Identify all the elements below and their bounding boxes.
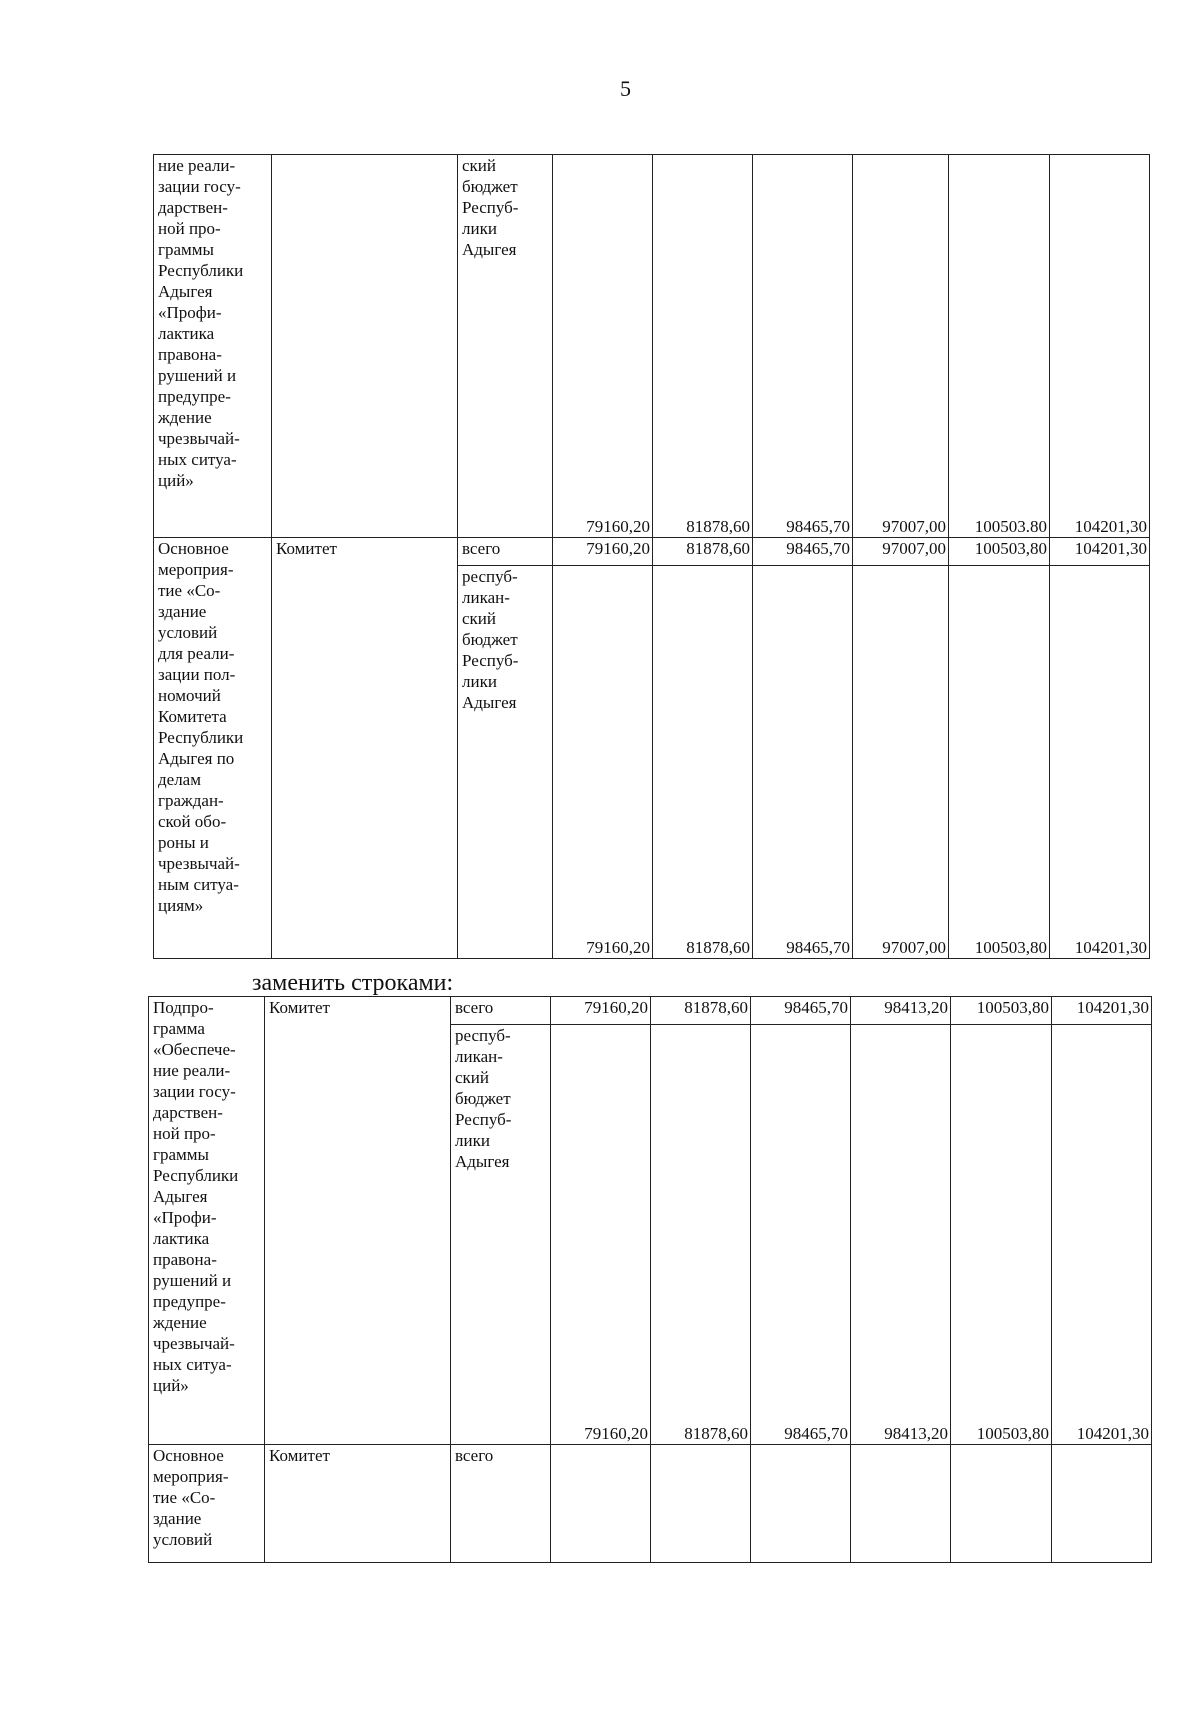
- value-cell: 79160,20: [553, 155, 653, 538]
- empty-cell: [751, 1445, 851, 1563]
- program-name-cell: ние реали- зации госу- дарствен- ной про- граммы Республики Адыгея «Профи- лактика правона- рушений и предупре- ждение чрезвычай- ных ситуа- ций»: [154, 155, 272, 538]
- table-row: [154, 155, 1150, 538]
- value-cell: 81878,60: [653, 155, 753, 538]
- total-value-cell: 104201,30: [1052, 997, 1152, 1025]
- total-value-cell: 98413,20: [851, 997, 951, 1025]
- empty-cell: [1052, 1445, 1152, 1563]
- value-cell: 97007,00: [853, 566, 949, 959]
- total-value-cell: 79160,20: [553, 538, 653, 566]
- total-label-cell: всего: [451, 1445, 551, 1563]
- value-cell: 104201,30: [1050, 566, 1150, 959]
- value-cell: 98413,20: [851, 1025, 951, 1445]
- executor-cell: [272, 155, 458, 538]
- total-value-cell: 104201,30: [1050, 538, 1150, 566]
- program-name-cell: Основное мероприя- тие «Со- здание условий: [149, 1445, 265, 1563]
- value-cell: 98465,70: [753, 566, 853, 959]
- table-row: [149, 997, 1152, 1025]
- program-name-cell: Основное мероприя- тие «Со- здание условий для реали- зации пол- номочий Комитета Республики Адыгея по делам граждан- ской обо- роны и чрезвычай- ным ситуа- циям»: [154, 538, 272, 959]
- table-row: [149, 1445, 1152, 1563]
- total-value-cell: 98465,70: [751, 997, 851, 1025]
- value-cell: 81878,60: [653, 566, 753, 959]
- program-name-cell: Подпро- грамма «Обеспече- ние реали- зации госу- дарствен- ной про- граммы Республики Адыгея «Профи- лактика правона- рушений и предупре- ждение чрезвычай- ных ситуа- ций»: [149, 997, 265, 1445]
- value-cell: 79160,20: [551, 1025, 651, 1445]
- funding-source-cell: респуб- ликан- ский бюджет Респуб- лики Адыгея: [451, 1025, 551, 1445]
- total-label-cell: всего: [451, 997, 551, 1025]
- value-cell: 100503,80: [949, 566, 1050, 959]
- executor-cell: Комитет: [272, 538, 458, 959]
- value-cell: 79160,20: [553, 566, 653, 959]
- empty-cell: [951, 1445, 1052, 1563]
- value-cell: 100503.80: [949, 155, 1050, 538]
- budget-table-old: [153, 154, 1150, 959]
- total-value-cell: 81878,60: [651, 997, 751, 1025]
- replace-with-rows-label: заменить строками:: [252, 970, 454, 996]
- budget-table-new: [148, 996, 1152, 1563]
- empty-cell: [851, 1445, 951, 1563]
- total-label-cell: всего: [458, 538, 553, 566]
- value-cell: 81878,60: [651, 1025, 751, 1445]
- total-value-cell: 100503,80: [951, 997, 1052, 1025]
- value-cell: 100503,80: [951, 1025, 1052, 1445]
- value-cell: 98465,70: [751, 1025, 851, 1445]
- total-value-cell: 79160,20: [551, 997, 651, 1025]
- funding-source-cell: респуб- ликан- ский бюджет Респуб- лики Адыгея: [458, 566, 553, 959]
- executor-cell: Комитет: [265, 997, 451, 1445]
- page-number: 5: [620, 76, 631, 101]
- funding-source-cell: ский бюджет Респуб- лики Адыгея: [458, 155, 553, 538]
- value-cell: 97007,00: [853, 155, 949, 538]
- total-value-cell: 81878,60: [653, 538, 753, 566]
- total-value-cell: 98465,70: [753, 538, 853, 566]
- empty-cell: [551, 1445, 651, 1563]
- value-cell: 98465,70: [753, 155, 853, 538]
- executor-cell: Комитет: [265, 1445, 451, 1563]
- value-cell: 104201,30: [1052, 1025, 1152, 1445]
- total-value-cell: 100503,80: [949, 538, 1050, 566]
- empty-cell: [651, 1445, 751, 1563]
- value-cell: 104201,30: [1050, 155, 1150, 538]
- table-row: [154, 538, 1150, 566]
- total-value-cell: 97007,00: [853, 538, 949, 566]
